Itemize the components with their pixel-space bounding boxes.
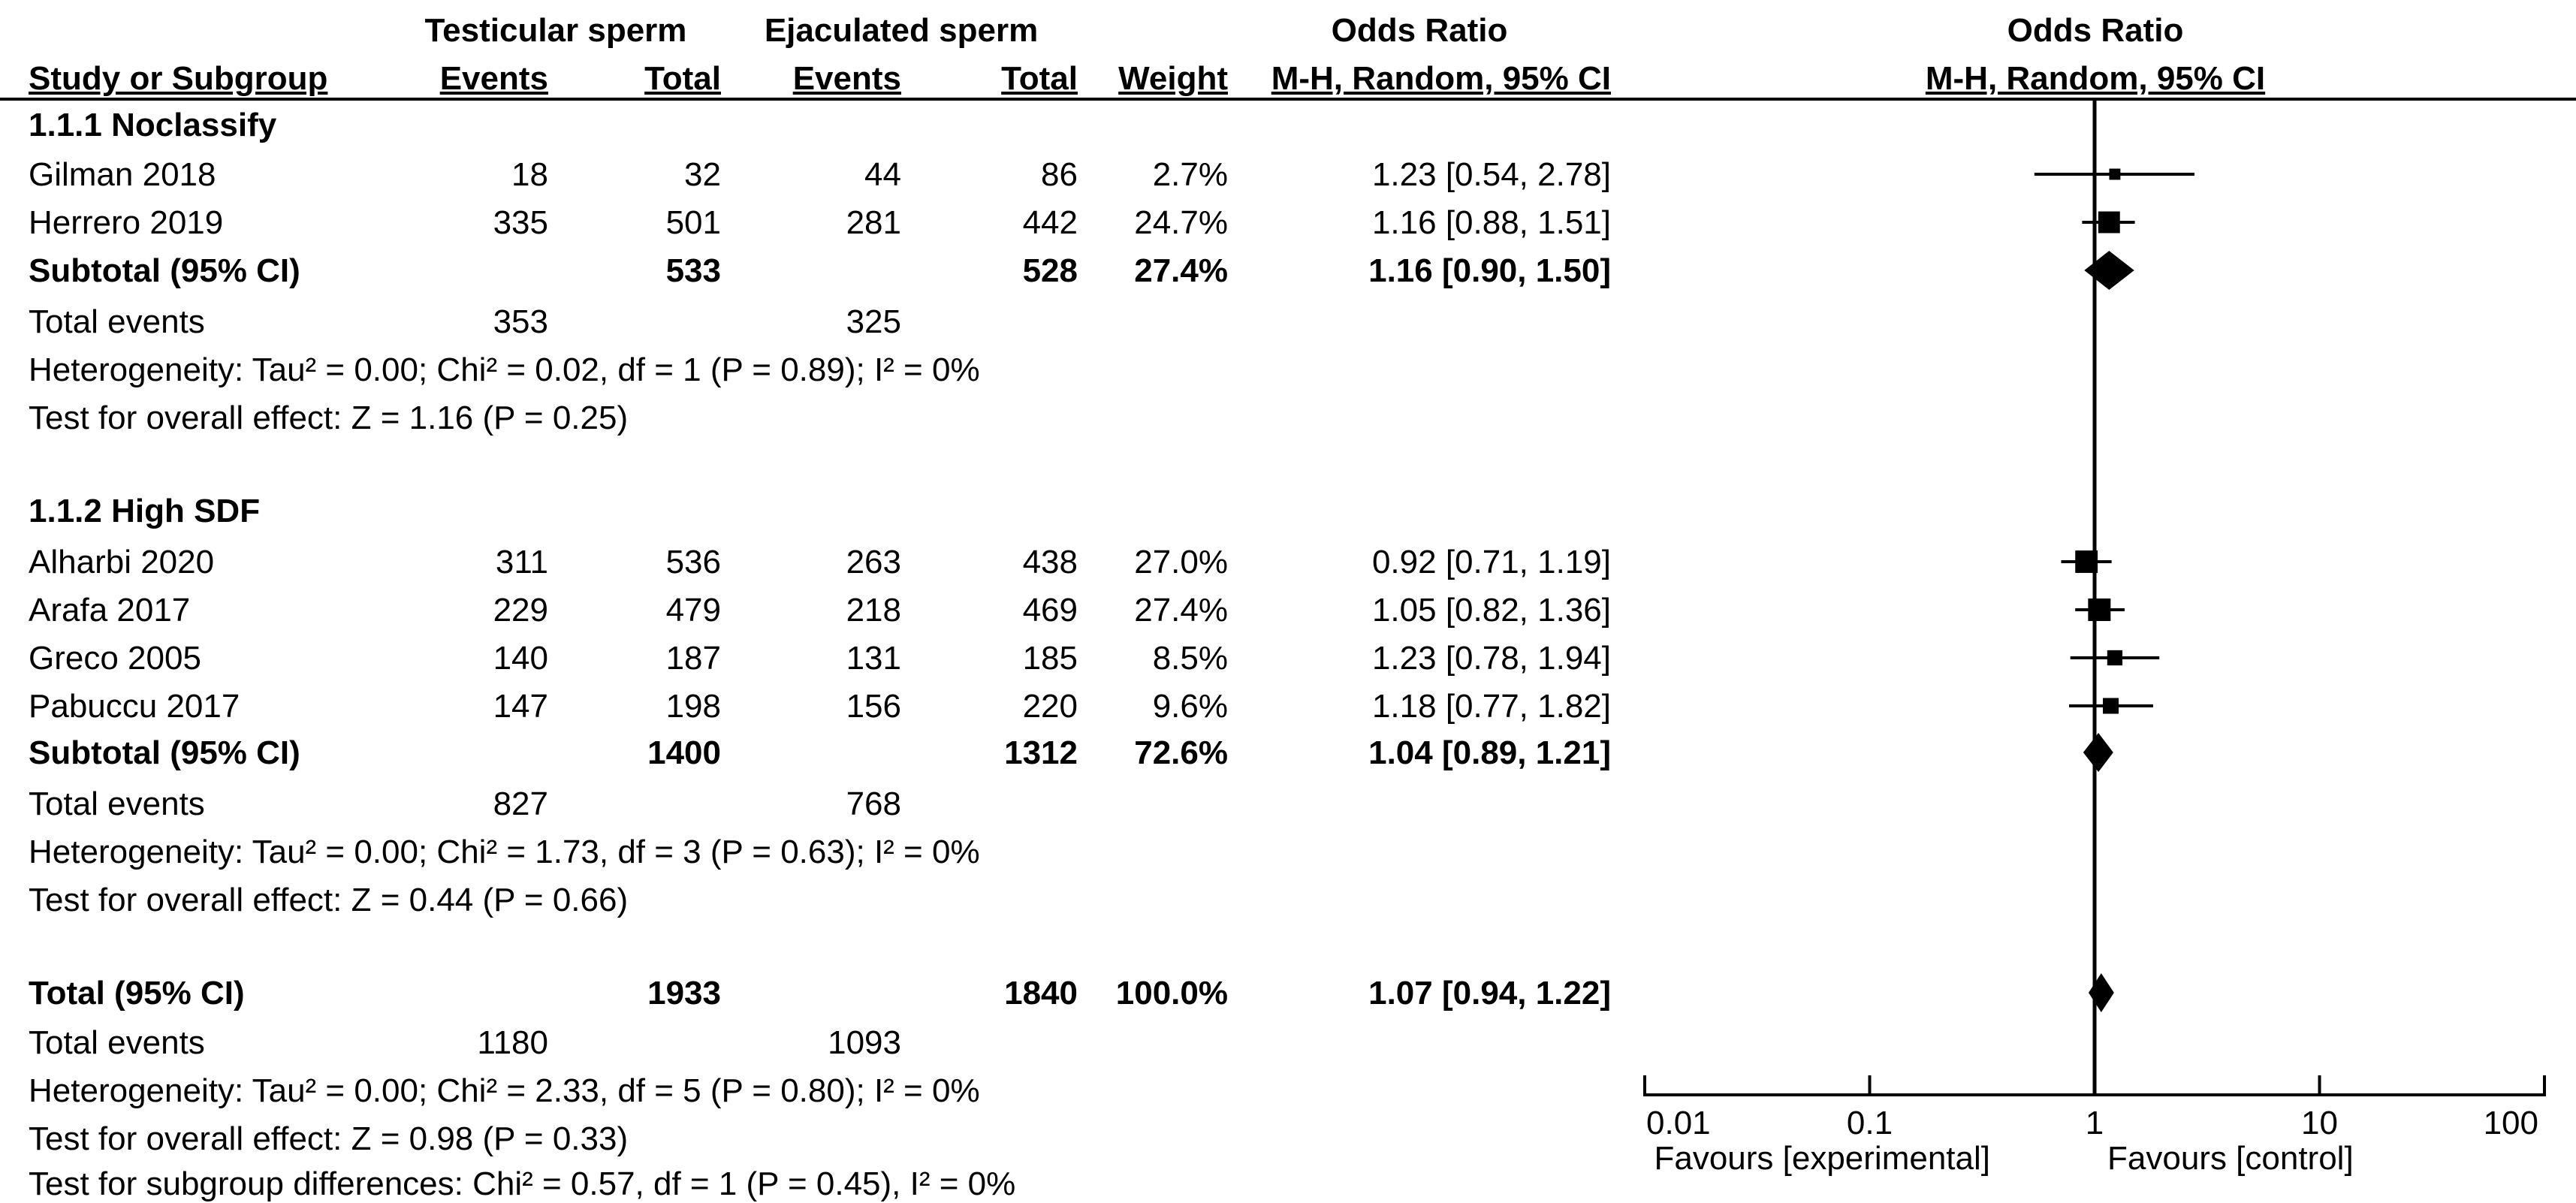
total1-cell: 32	[684, 156, 721, 193]
overall-effect-text: Test for overall effect: Z = 1.16 (P = 0.25)	[29, 399, 629, 436]
overall-effect-text: Test for overall effect: Z = 0.98 (P = 0.33)	[29, 1120, 629, 1157]
summary-diamond	[2089, 973, 2114, 1012]
weight-cell: 8.5%	[1152, 640, 1228, 677]
study-header: Study or Subgroup	[29, 60, 328, 97]
total2-cell: 438	[1022, 544, 1078, 580]
ci-cell: 1.23 [0.54, 2.78]	[1371, 156, 1611, 193]
total2-cell: 185	[1022, 640, 1078, 677]
events2-cell: 263	[846, 544, 901, 580]
study-name: Pabuccu 2017	[29, 688, 240, 725]
events1-cell: 147	[493, 688, 548, 725]
total2-cell: 220	[1022, 688, 1078, 725]
events2-cell: 281	[846, 204, 901, 241]
weight-cell: 27.4%	[1134, 252, 1228, 289]
ci-cell: 1.18 [0.77, 1.82]	[1371, 688, 1611, 725]
method-table-header: M-H, Random, 95% CI	[1271, 60, 1611, 97]
events1-header: Events	[439, 60, 548, 97]
events1-cell: 335	[493, 204, 548, 241]
events2-cell: 325	[846, 303, 901, 340]
weight-cell: 27.0%	[1134, 544, 1228, 580]
study-name: Herrero 2019	[29, 204, 224, 241]
summary-diamond	[2083, 733, 2113, 772]
total-events-label: Total events	[29, 303, 205, 340]
subtotal-label: Subtotal (95% CI)	[29, 734, 300, 771]
events2-cell: 156	[846, 688, 901, 725]
overall-effect-text: Test for overall effect: Z = 0.44 (P = 0.66)	[29, 882, 629, 918]
subtotal-label: Subtotal (95% CI)	[29, 252, 300, 289]
group1-header: Testicular sperm	[424, 12, 687, 49]
weight-cell: 72.6%	[1134, 734, 1228, 771]
total2-cell: 469	[1022, 592, 1078, 629]
study-name: Alharbi 2020	[29, 544, 215, 580]
total1-cell: 198	[665, 688, 721, 725]
ci-cell: 1.16 [0.90, 1.50]	[1368, 252, 1611, 289]
total1-cell: 479	[665, 592, 721, 629]
study-square	[2088, 598, 2110, 621]
x-tick-label: 0.1	[1846, 1105, 1893, 1141]
weight-cell: 9.6%	[1152, 688, 1228, 725]
x-tick-label: 0.01	[1646, 1105, 1711, 1141]
ci-cell: 1.16 [0.88, 1.51]	[1371, 204, 1611, 241]
total1-cell: 501	[665, 204, 721, 241]
subgroup-title: 1.1.2 High SDF	[29, 493, 261, 529]
method-plot-header: M-H, Random, 95% CI	[1925, 60, 2266, 97]
total2-cell: 1312	[1004, 734, 1078, 771]
summary-diamond	[2084, 251, 2134, 290]
total-events-label: Total events	[29, 785, 205, 822]
events1-cell: 827	[493, 785, 548, 822]
ci-cell: 1.05 [0.82, 1.36]	[1371, 592, 1611, 629]
events1-cell: 140	[493, 640, 548, 677]
total1-cell: 187	[665, 640, 721, 677]
heterogeneity-text: Heterogeneity: Tau² = 0.00; Chi² = 1.73, df = 3 (P = 0.63); I² = 0%	[29, 834, 980, 870]
ci-cell: 0.92 [0.71, 1.19]	[1371, 544, 1611, 580]
weight-header: Weight	[1118, 60, 1228, 97]
weight-cell: 100.0%	[1115, 975, 1228, 1012]
total1-header: Total	[644, 60, 721, 97]
events2-cell: 131	[846, 640, 901, 677]
ci-cell: 1.04 [0.89, 1.21]	[1368, 734, 1611, 771]
events2-header: Events	[792, 60, 901, 97]
favours-control-text: Favours [control]	[2107, 1140, 2354, 1177]
ci-cell: 1.23 [0.78, 1.94]	[1371, 640, 1611, 677]
study-square	[2103, 698, 2119, 713]
events1-cell: 18	[511, 156, 548, 193]
total2-cell: 528	[1022, 252, 1078, 289]
study-square	[2107, 650, 2122, 665]
events2-cell: 1093	[828, 1024, 901, 1061]
group2-header: Ejaculated sperm	[764, 12, 1039, 49]
heterogeneity-text: Heterogeneity: Tau² = 0.00; Chi² = 2.33, df = 5 (P = 0.80); I² = 0%	[29, 1072, 980, 1109]
study-square	[2098, 212, 2120, 234]
events2-cell: 44	[864, 156, 901, 193]
x-tick-label: 100	[2483, 1105, 2538, 1141]
total-label: Total (95% CI)	[29, 975, 245, 1012]
x-tick-label: 10	[2301, 1105, 2338, 1141]
total2-cell: 1840	[1004, 975, 1078, 1012]
total2-cell: 442	[1022, 204, 1078, 241]
events2-cell: 768	[846, 785, 901, 822]
or-table-header: Odds Ratio	[1331, 12, 1508, 49]
study-square	[2075, 550, 2098, 573]
study-name: Gilman 2018	[29, 156, 216, 193]
events1-cell: 229	[493, 592, 548, 629]
weight-cell: 24.7%	[1134, 204, 1228, 241]
total1-cell: 533	[665, 252, 721, 289]
total1-cell: 1933	[647, 975, 721, 1012]
study-square	[2109, 169, 2120, 180]
total2-cell: 86	[1041, 156, 1078, 193]
subgroup-title: 1.1.1 Noclassify	[29, 107, 277, 143]
heterogeneity-text: Heterogeneity: Tau² = 0.00; Chi² = 0.02, df = 1 (P = 0.89); I² = 0%	[29, 351, 980, 388]
events1-cell: 353	[493, 303, 548, 340]
events1-cell: 311	[495, 544, 548, 580]
total1-cell: 1400	[647, 734, 721, 771]
total1-cell: 536	[665, 544, 721, 580]
total-events-label: Total events	[29, 1024, 205, 1061]
events2-cell: 218	[846, 592, 901, 629]
subgroup-differences-text: Test for subgroup differences: Chi² = 0.57, df = 1 (P = 0.45), I² = 0%	[29, 1165, 1016, 1202]
events1-cell: 1180	[477, 1024, 548, 1061]
study-name: Greco 2005	[29, 640, 201, 677]
study-name: Arafa 2017	[29, 592, 191, 629]
weight-cell: 27.4%	[1134, 592, 1228, 629]
or-plot-header: Odds Ratio	[2007, 12, 2184, 49]
total2-header: Total	[1001, 60, 1078, 97]
weight-cell: 2.7%	[1152, 156, 1228, 193]
ci-cell: 1.07 [0.94, 1.22]	[1368, 975, 1611, 1012]
x-tick-label: 1	[2085, 1105, 2104, 1141]
favours-experimental-text: Favours [experimental]	[1654, 1140, 1990, 1177]
